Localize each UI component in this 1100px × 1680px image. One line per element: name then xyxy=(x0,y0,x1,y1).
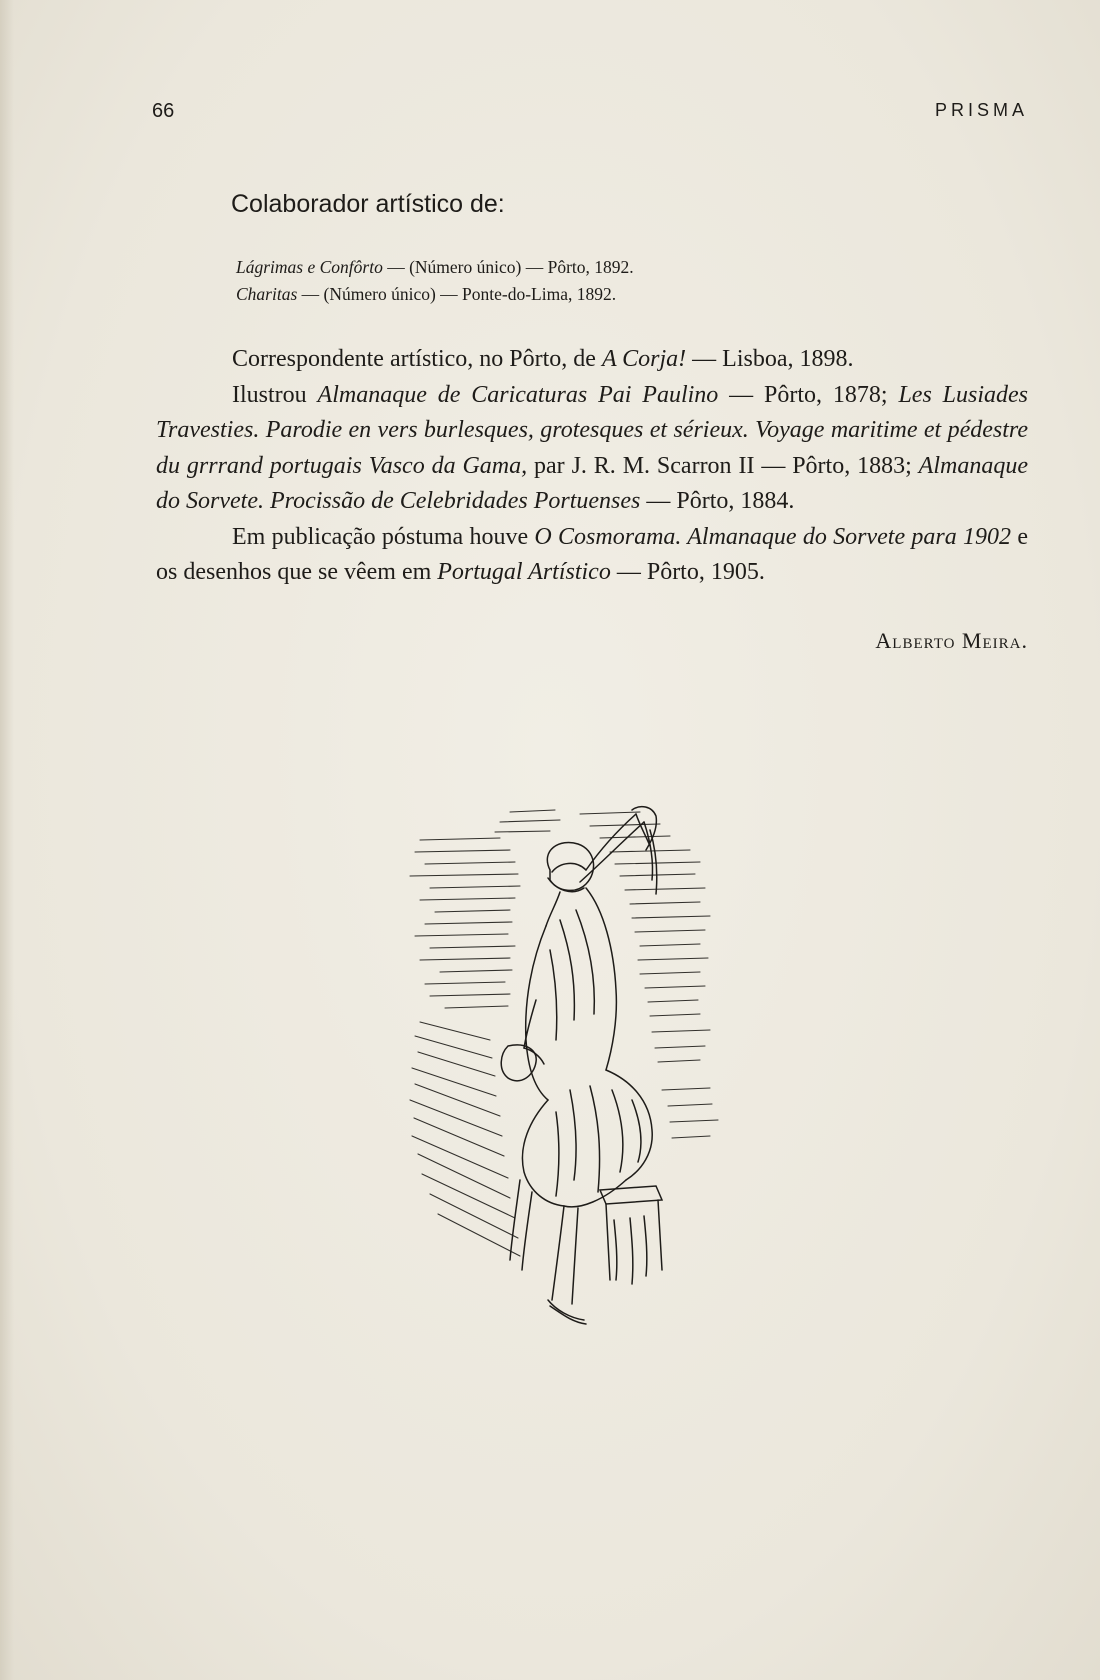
main-text xyxy=(156,342,1028,591)
italic-title: O Cosmorama. Almanaque do Sorvete para 1902 xyxy=(534,523,1012,550)
hatching-lines xyxy=(410,810,718,1256)
author-signature: Alberto Meira. xyxy=(875,628,1028,653)
work-details: — (Número único) — Ponte-do-Lima, 1892. xyxy=(297,284,617,304)
paragraph-posthumous: Em publicação póstuma houve O Cosmorama. Almanaque do Sorvete para 1902 e os desenhos que se vêem em Portugal Artístico — Pôrto, 1905. xyxy=(156,523,1028,585)
work-title: Charitas xyxy=(236,284,298,304)
work-details: — (Número único) — Pôrto, 1892. xyxy=(382,257,634,277)
page-edge-shadow xyxy=(0,0,14,1680)
work-item xyxy=(236,254,634,281)
work-title: Lágrimas e Confôrto xyxy=(236,257,383,277)
paragraph-illustrated: Ilustrou Almanaque de Caricaturas Pai Paulino — Pôrto, 1878; Les Lusiades Travesties. Parodie en vers burlesques, grotesques et sérieux. Voyage maritime et pédestre du grrrand portugais Vasco da Gama, par J. R. M. Scarron II — Pôrto, 1883; Almanaque do Sorvete. Procissão de Celebridades Portuenses — Pôrto, 1884. xyxy=(156,381,1028,514)
italic-title: Almanaque de Caricaturas Pai Paulino xyxy=(317,381,719,408)
italic-title: Portugal Artístico xyxy=(437,559,611,585)
collaborator-heading: Colaborador artístico de: xyxy=(231,190,505,218)
drawing-woman-icon xyxy=(400,800,740,1350)
page-number: 66 xyxy=(152,100,175,122)
works-list xyxy=(236,254,634,308)
work-item xyxy=(236,281,634,308)
running-head: PRISMA xyxy=(934,100,1028,120)
italic-title: Les Lusiades Travesties. Parodie en vers burlesques, grotesques et sérieux. Voyage maritime et pédestre du grrrand portugais Vasco da Gama, xyxy=(156,381,1028,479)
figure-outline xyxy=(501,807,662,1324)
italic-title: A Corja! xyxy=(601,346,687,372)
italic-title: Almanaque do Sorvete. Procissão de Celebridades Portuenses xyxy=(156,452,1028,514)
paragraph-correspondent: Correspondente artístico, no Pôrto, de A Corja! — Lisboa, 1898. xyxy=(232,346,854,372)
